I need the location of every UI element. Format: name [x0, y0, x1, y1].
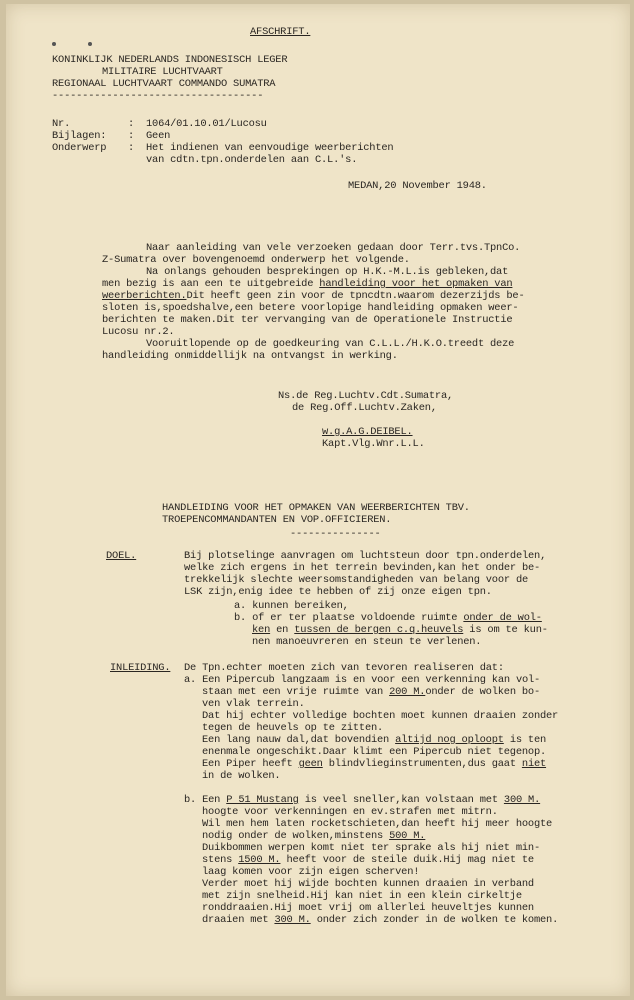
inleiding-line: in de wolken. [202, 770, 281, 782]
doel-text: en [270, 624, 295, 636]
doel-label: DOEL. [106, 550, 137, 562]
intro-line [102, 290, 524, 302]
intro-line [102, 278, 512, 290]
inleiding-line: ronddraaien.Hij moet vrij om allerlei heuveltjes kunnen [202, 902, 534, 914]
intro-underline: handleiding voor het opmaken van [319, 278, 513, 290]
inleiding-text: blindvlieginstrumenten,dus gaat [322, 758, 522, 770]
intro-underline: weerberichten. [102, 290, 187, 302]
org-rule: ----------------------------------- [52, 90, 264, 102]
inleiding-line [202, 854, 534, 866]
document-page [6, 4, 630, 996]
doel-item-b: nen manoeuvreren en steun te verlenen. [252, 636, 482, 648]
signature-name: w.g.A.G.DEIBEL. [322, 426, 413, 438]
doel-text: b. of er ter plaatse voldoende ruimte [234, 612, 464, 624]
intro-line: Lucosu nr.2. [102, 326, 175, 338]
inleiding-underline: geen [298, 758, 323, 770]
signature-line: de Reg.Off.Luchtv.Zaken, [292, 402, 437, 414]
inleiding-line: Dat hij echter volledige bochten moet kunnen draaien zonder [202, 710, 559, 722]
inleiding-text: onder de wolken bo- [425, 686, 541, 698]
inleiding-line: De Tpn.echter moeten zich van tevoren realiseren dat: [184, 662, 504, 674]
inleiding-line: met zijn snelheid.Hij kan niet in een klein cirkeltje [202, 890, 522, 902]
inleiding-underline: 300 M. [274, 914, 311, 926]
inleiding-underline: 500 M. [389, 830, 426, 842]
inleiding-line: enenmale ongeschikt.Daar klimt een Pipercub niet tegenop. [202, 746, 547, 758]
doel-item-b [234, 612, 542, 624]
inleiding-underline: P 51 Mustang [226, 794, 299, 806]
signature-line: Ns.de Reg.Luchtv.Cdt.Sumatra, [278, 390, 454, 402]
inleiding-text: is veel sneller,kan volstaan met [298, 794, 504, 806]
inleiding-line [184, 794, 540, 806]
inleiding-text: heeft voor de steile duik.Hij mag niet te [280, 854, 534, 866]
inleiding-line [202, 734, 546, 746]
inleiding-text: staan met een vrije ruimte van [202, 686, 390, 698]
inleiding-text: b. Een [184, 794, 227, 806]
inleiding-line [202, 758, 546, 770]
org-line: KONINKLIJK NEDERLANDS INDONESISCH LEGER [52, 54, 288, 66]
nr-value: 1064/01.10.01/Lucosu [146, 118, 267, 130]
inleiding-text: onder zich zonder in de wolken te komen. [310, 914, 559, 926]
inleiding-line: a. Een Pipercub langzaam is en voor een verkenning kan vol- [184, 674, 541, 686]
org-line: MILITAIRE LUCHTVAART [102, 66, 223, 78]
doel-underline: tussen de bergen c.q.heuvels [294, 624, 464, 636]
inleiding-line: Duikbommen werpen komt niet ter sprake als hij niet min- [202, 842, 540, 854]
inleiding-line: Wil men hem laten rocketschieten,dan heeft hij meer hoogte [202, 818, 553, 830]
manual-title: TROEPENCOMMANDANTEN EN VOP.OFFICIEREN. [162, 514, 392, 526]
inleiding-text: nodig onder de wolken,minstens [202, 830, 390, 842]
inleiding-line: tegen de heuvels op te zitten. [202, 722, 384, 734]
onderwerp-value: Het indienen van eenvoudige weerberichten [146, 142, 394, 154]
doel-line: welke zich ergens in het terrein bevinden,kan het onder be- [184, 562, 541, 574]
doel-underline: onder de wol- [463, 612, 542, 624]
inleiding-line: Verder moet hij wijde bochten kunnen draaien in verband [202, 878, 534, 890]
intro-text: men bezig is aan een te uitgebreide [102, 278, 320, 290]
inleiding-text: Een lang nauw dal,dat bovendien [202, 734, 396, 746]
intro-line: Vooruitlopende op de goedkeuring van C.L.L./H.K.O.treedt deze [146, 338, 515, 350]
intro-line: Na onlangs gehouden besprekingen op H.K.-M.L.is gebleken,dat [146, 266, 509, 278]
doel-item-a: a. kunnen bereiken, [234, 600, 349, 612]
org-line: REGIONAAL LUCHTVAART COMMANDO SUMATRA [52, 78, 276, 90]
inleiding-text: is ten [503, 734, 547, 746]
punch-hole [52, 42, 56, 46]
inleiding-text: Een Piper heeft [202, 758, 299, 770]
doel-item-b [252, 624, 548, 636]
intro-line: Z-Sumatra over bovengenoemd onderwerp het volgende. [102, 254, 410, 266]
intro-line: berichten te maken.Dit ter vervanging van de Operationele Instructie [102, 314, 513, 326]
doel-text: is om te kun- [463, 624, 548, 636]
intro-text: Dit heeft geen zin voor de tpncdtn.waarom dezerzijds be- [186, 290, 525, 302]
doel-line: trekkelijk slechte weersomstandigheden van belang voor de [184, 574, 529, 586]
inleiding-line: laag komen voor zijn eigen scherven! [202, 866, 420, 878]
inleiding-line [202, 686, 540, 698]
onderwerp-label: Onderwerp [52, 142, 107, 154]
inleiding-underline: 200 M. [389, 686, 426, 698]
inleiding-line: hoogte voor verkenningen en ev.strafen met mitrn. [202, 806, 498, 818]
meta-colon: : [128, 142, 135, 154]
inleiding-underline: 300 M. [503, 794, 541, 806]
punch-hole [88, 42, 92, 46]
inleiding-label: INLEIDING. [110, 662, 171, 674]
inleiding-text: draaien met [202, 914, 275, 926]
inleiding-underline: niet [521, 758, 547, 770]
manual-title-rule: --------------- [290, 528, 381, 540]
intro-line: handleiding onmiddellijk na ontvangst in werking. [102, 350, 398, 362]
doel-line: Bij plotselinge aanvragen om luchtsteun door tpn.onderdelen, [184, 550, 547, 562]
nr-label: Nr. [52, 118, 71, 130]
meta-colon: : [128, 118, 135, 130]
inleiding-underline: 1500 M. [238, 854, 281, 866]
inleiding-line [202, 830, 425, 842]
bijlagen-label: Bijlagen: [52, 130, 107, 142]
document-date: MEDAN,20 November 1948. [348, 180, 487, 192]
onderwerp-value: van cdtn.tpn.onderdelen aan C.L.'s. [146, 154, 358, 166]
intro-line: sloten is,spoedshalve,een betere voorlopige handleiding opmaken weer- [102, 302, 519, 314]
inleiding-underline: altijd nog oploopt [395, 734, 504, 746]
meta-colon: : [128, 130, 135, 142]
intro-line: Naar aanleiding van vele verzoeken gedaan door Terr.tvs.TpnCo. [146, 242, 521, 254]
document-heading: AFSCHRIFT. [250, 26, 311, 38]
inleiding-line [202, 914, 558, 926]
doel-underline: ken [252, 624, 271, 636]
signature-rank: Kapt.Vlg.Wnr.L.L. [322, 438, 425, 450]
inleiding-text: stens [202, 854, 239, 866]
doel-line: LSK zijn,enig idee te hebben of zij onze eigen tpn. [184, 586, 492, 598]
manual-title: HANDLEIDING VOOR HET OPMAKEN VAN WEERBERICHTEN TBV. [162, 502, 470, 514]
bijlagen-value: Geen [146, 130, 171, 142]
inleiding-line: ven vlak terrein. [202, 698, 305, 710]
